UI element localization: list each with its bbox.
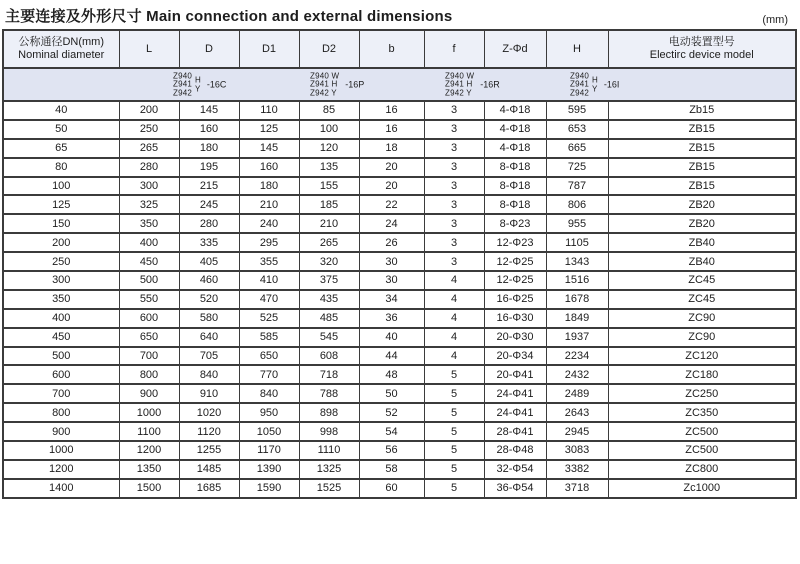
col-header-L: L xyxy=(119,30,179,68)
cell-D: 180 xyxy=(179,139,239,158)
cell-dn: 350 xyxy=(3,290,119,309)
cell-D: 910 xyxy=(179,384,239,403)
cell-f: 5 xyxy=(424,460,484,479)
cell-D1: 240 xyxy=(239,214,299,233)
valve-model-suffix: -16P xyxy=(345,79,365,90)
cell-model: ZC45 xyxy=(608,271,796,290)
valve-model-line: Z940 xyxy=(570,70,590,80)
cell-model: ZC800 xyxy=(608,460,796,479)
cell-zd: 12-Φ25 xyxy=(484,252,546,271)
cell-D: 160 xyxy=(179,120,239,139)
cell-dn: 1200 xyxy=(3,460,119,479)
cell-L: 550 xyxy=(119,290,179,309)
table-row xyxy=(3,384,796,403)
cell-D1: 295 xyxy=(239,233,299,252)
cell-f: 4 xyxy=(424,347,484,366)
cell-D2: 608 xyxy=(299,347,359,366)
cell-D2: 210 xyxy=(299,214,359,233)
table-row xyxy=(3,139,796,158)
cell-D1: 840 xyxy=(239,384,299,403)
cell-D1: 470 xyxy=(239,290,299,309)
valve-model-stack xyxy=(570,72,589,98)
cell-D1: 1170 xyxy=(239,441,299,460)
cell-b: 34 xyxy=(359,290,424,309)
cell-b: 16 xyxy=(359,120,424,139)
col-header-device-model-zh: 电动装置型号 xyxy=(668,36,735,48)
title-bar xyxy=(0,0,800,29)
cell-zd: 28-Φ48 xyxy=(484,441,546,460)
cell-D2: 718 xyxy=(299,365,359,384)
cell-H: 2945 xyxy=(546,422,608,441)
cell-D: 840 xyxy=(179,365,239,384)
cell-D2: 185 xyxy=(299,195,359,214)
cell-L: 1000 xyxy=(119,403,179,422)
table-row xyxy=(3,347,796,366)
cell-D: 280 xyxy=(179,214,239,233)
cell-zd: 8-Φ18 xyxy=(484,158,546,177)
cell-L: 265 xyxy=(119,139,179,158)
cell-f: 3 xyxy=(424,139,484,158)
cell-zd: 36-Φ54 xyxy=(484,479,546,498)
cell-b: 18 xyxy=(359,139,424,158)
cell-D1: 125 xyxy=(239,120,299,139)
table-row xyxy=(3,403,796,422)
cell-D2: 1525 xyxy=(299,479,359,498)
cell-zd: 20-Φ41 xyxy=(484,365,546,384)
cell-D1: 145 xyxy=(239,139,299,158)
cell-D1: 650 xyxy=(239,347,299,366)
cell-H: 1849 xyxy=(546,309,608,328)
cell-D2: 120 xyxy=(299,139,359,158)
cell-H: 955 xyxy=(546,214,608,233)
cell-dn: 200 xyxy=(3,233,119,252)
cell-zd: 8-Φ18 xyxy=(484,195,546,214)
valve-model-suffix: -16R xyxy=(480,79,500,90)
cell-b: 26 xyxy=(359,233,424,252)
valve-model-group-16R xyxy=(445,72,500,98)
cell-L: 280 xyxy=(119,158,179,177)
valve-model-subheader-row xyxy=(3,68,796,101)
cell-D: 1120 xyxy=(179,422,239,441)
cell-D2: 265 xyxy=(299,233,359,252)
valve-model-group-16I xyxy=(570,72,619,98)
cell-dn: 400 xyxy=(3,309,119,328)
cell-D1: 1590 xyxy=(239,479,299,498)
cell-D1: 585 xyxy=(239,328,299,347)
cell-D2: 998 xyxy=(299,422,359,441)
cell-dn: 250 xyxy=(3,252,119,271)
cell-b: 22 xyxy=(359,195,424,214)
cell-H: 1516 xyxy=(546,271,608,290)
cell-L: 900 xyxy=(119,384,179,403)
cell-D: 460 xyxy=(179,271,239,290)
cell-L: 600 xyxy=(119,309,179,328)
cell-dn: 80 xyxy=(3,158,119,177)
cell-model: ZC45 xyxy=(608,290,796,309)
cell-dn: 50 xyxy=(3,120,119,139)
cell-b: 60 xyxy=(359,479,424,498)
cell-D: 1020 xyxy=(179,403,239,422)
cell-D1: 1390 xyxy=(239,460,299,479)
cell-D2: 135 xyxy=(299,158,359,177)
header-row xyxy=(3,30,796,68)
cell-L: 700 xyxy=(119,347,179,366)
cell-f: 3 xyxy=(424,252,484,271)
cell-D: 1485 xyxy=(179,460,239,479)
valve-model-subheader xyxy=(3,68,796,101)
cell-H: 595 xyxy=(546,101,608,120)
cell-model: ZB15 xyxy=(608,177,796,196)
valve-model-stack xyxy=(445,72,474,98)
cell-f: 4 xyxy=(424,290,484,309)
cell-model: ZC350 xyxy=(608,403,796,422)
col-header-b: b xyxy=(359,30,424,68)
cell-dn: 300 xyxy=(3,271,119,290)
cell-L: 200 xyxy=(119,101,179,120)
cell-H: 3718 xyxy=(546,479,608,498)
cell-zd: 12-Φ25 xyxy=(484,271,546,290)
cell-model: ZB20 xyxy=(608,195,796,214)
cell-L: 1500 xyxy=(119,479,179,498)
cell-model: ZC500 xyxy=(608,441,796,460)
cell-zd: 8-Φ23 xyxy=(484,214,546,233)
col-header-D: D xyxy=(179,30,239,68)
valve-model-line: Z941 xyxy=(570,79,590,89)
cell-zd: 24-Φ41 xyxy=(484,403,546,422)
cell-b: 20 xyxy=(359,177,424,196)
valve-model-suffix: -16C xyxy=(206,79,227,90)
cell-b: 54 xyxy=(359,422,424,441)
cell-D2: 155 xyxy=(299,177,359,196)
cell-L: 350 xyxy=(119,214,179,233)
col-header-D1: D1 xyxy=(239,30,299,68)
cell-b: 50 xyxy=(359,384,424,403)
valve-model-line: Z941 H xyxy=(445,79,473,89)
cell-L: 300 xyxy=(119,177,179,196)
cell-H: 3083 xyxy=(546,441,608,460)
cell-dn: 900 xyxy=(3,422,119,441)
cell-zd: 24-Φ41 xyxy=(484,384,546,403)
cell-D: 215 xyxy=(179,177,239,196)
table-row xyxy=(3,365,796,384)
valve-model-line: Z941 H xyxy=(310,79,338,89)
unit-label: (mm) xyxy=(762,14,788,26)
cell-H: 787 xyxy=(546,177,608,196)
cell-zd: 4-Φ18 xyxy=(484,101,546,120)
cell-D1: 525 xyxy=(239,309,299,328)
cell-D: 640 xyxy=(179,328,239,347)
cell-zd: 8-Φ18 xyxy=(484,177,546,196)
col-header-f: f xyxy=(424,30,484,68)
col-header-D2: D2 xyxy=(299,30,359,68)
cell-b: 56 xyxy=(359,441,424,460)
cell-D2: 898 xyxy=(299,403,359,422)
cell-D: 520 xyxy=(179,290,239,309)
cell-D1: 770 xyxy=(239,365,299,384)
cell-f: 5 xyxy=(424,384,484,403)
cell-L: 1200 xyxy=(119,441,179,460)
cell-dn: 450 xyxy=(3,328,119,347)
cell-dn: 150 xyxy=(3,214,119,233)
cell-D2: 435 xyxy=(299,290,359,309)
cell-H: 725 xyxy=(546,158,608,177)
table-row xyxy=(3,214,796,233)
valve-model-line: Z941 xyxy=(173,79,193,89)
cell-b: 44 xyxy=(359,347,424,366)
cell-D1: 180 xyxy=(239,177,299,196)
cell-zd: 32-Φ54 xyxy=(484,460,546,479)
cell-H: 1343 xyxy=(546,252,608,271)
cell-zd: 4-Φ18 xyxy=(484,120,546,139)
cell-D1: 950 xyxy=(239,403,299,422)
table-row xyxy=(3,309,796,328)
cell-model: Zb15 xyxy=(608,101,796,120)
cell-b: 30 xyxy=(359,271,424,290)
table-row xyxy=(3,328,796,347)
table-row xyxy=(3,120,796,139)
cell-b: 36 xyxy=(359,309,424,328)
cell-model: ZB15 xyxy=(608,139,796,158)
cell-D: 705 xyxy=(179,347,239,366)
valve-variant-line: Y xyxy=(592,84,598,94)
cell-model: ZB40 xyxy=(608,252,796,271)
cell-dn: 100 xyxy=(3,177,119,196)
cell-b: 16 xyxy=(359,101,424,120)
cell-model: ZB40 xyxy=(608,233,796,252)
cell-D: 145 xyxy=(179,101,239,120)
cell-f: 5 xyxy=(424,403,484,422)
valve-model-line: Z940 xyxy=(173,70,193,80)
cell-zd: 16-Φ30 xyxy=(484,309,546,328)
cell-L: 1100 xyxy=(119,422,179,441)
valve-model-line: Z940 W xyxy=(445,70,475,80)
cell-H: 665 xyxy=(546,139,608,158)
col-header-H: H xyxy=(546,30,608,68)
cell-model: ZB15 xyxy=(608,158,796,177)
cell-L: 800 xyxy=(119,365,179,384)
cell-D2: 320 xyxy=(299,252,359,271)
cell-model: ZC90 xyxy=(608,309,796,328)
table-row xyxy=(3,422,796,441)
cell-H: 2643 xyxy=(546,403,608,422)
cell-dn: 1400 xyxy=(3,479,119,498)
cell-f: 3 xyxy=(424,177,484,196)
col-header-nominal-diameter-en: Nominal diameter xyxy=(18,49,105,61)
cell-dn: 40 xyxy=(3,101,119,120)
cell-D1: 110 xyxy=(239,101,299,120)
cell-b: 40 xyxy=(359,328,424,347)
cell-model: ZC180 xyxy=(608,365,796,384)
valve-variant-line: Y xyxy=(195,84,201,94)
cell-D2: 100 xyxy=(299,120,359,139)
table-row xyxy=(3,479,796,498)
cell-zd: 16-Φ25 xyxy=(484,290,546,309)
cell-dn: 65 xyxy=(3,139,119,158)
cell-D: 1255 xyxy=(179,441,239,460)
cell-D1: 210 xyxy=(239,195,299,214)
cell-dn: 600 xyxy=(3,365,119,384)
cell-f: 5 xyxy=(424,441,484,460)
cell-b: 30 xyxy=(359,252,424,271)
cell-model: ZC250 xyxy=(608,384,796,403)
cell-H: 1678 xyxy=(546,290,608,309)
valve-model-line: Z942 Y xyxy=(310,87,337,97)
table-row xyxy=(3,158,796,177)
cell-dn: 1000 xyxy=(3,441,119,460)
cell-D: 245 xyxy=(179,195,239,214)
cell-f: 4 xyxy=(424,271,484,290)
cell-H: 1105 xyxy=(546,233,608,252)
valve-model-suffix: -16I xyxy=(603,79,620,90)
valve-model-line: Z940 W xyxy=(310,70,340,80)
cell-H: 2234 xyxy=(546,347,608,366)
valve-model-line: Z942 xyxy=(173,87,193,97)
cell-model: ZB15 xyxy=(608,120,796,139)
table-row xyxy=(3,441,796,460)
cell-f: 3 xyxy=(424,214,484,233)
col-header-nominal-diameter-zh: 公称通径DN(mm) xyxy=(18,36,105,48)
table-row xyxy=(3,195,796,214)
valve-model-stack xyxy=(173,72,192,98)
cell-zd: 4-Φ18 xyxy=(484,139,546,158)
cell-zd: 20-Φ30 xyxy=(484,328,546,347)
cell-L: 250 xyxy=(119,120,179,139)
table-body xyxy=(3,101,796,498)
cell-D: 405 xyxy=(179,252,239,271)
cell-zd: 28-Φ41 xyxy=(484,422,546,441)
valve-variant-stack xyxy=(592,76,598,94)
valve-model-group-16P xyxy=(310,72,364,98)
cell-f: 5 xyxy=(424,479,484,498)
valve-model-stack xyxy=(310,72,339,98)
cell-b: 58 xyxy=(359,460,424,479)
cell-f: 3 xyxy=(424,158,484,177)
cell-b: 52 xyxy=(359,403,424,422)
cell-D2: 788 xyxy=(299,384,359,403)
cell-D: 1685 xyxy=(179,479,239,498)
table-row xyxy=(3,271,796,290)
cell-dn: 700 xyxy=(3,384,119,403)
cell-model: ZB20 xyxy=(608,214,796,233)
cell-H: 806 xyxy=(546,195,608,214)
cell-f: 3 xyxy=(424,195,484,214)
cell-D1: 355 xyxy=(239,252,299,271)
page-title: 主要连接及外形尺寸 Main connection and external dimensions xyxy=(5,8,453,25)
cell-zd: 12-Φ23 xyxy=(484,233,546,252)
cell-D1: 1050 xyxy=(239,422,299,441)
cell-D1: 410 xyxy=(239,271,299,290)
cell-D2: 485 xyxy=(299,309,359,328)
cell-dn: 500 xyxy=(3,347,119,366)
col-header-z-phi-d: Z-Φd xyxy=(484,30,546,68)
cell-f: 5 xyxy=(424,365,484,384)
cell-f: 3 xyxy=(424,101,484,120)
cell-D2: 375 xyxy=(299,271,359,290)
cell-H: 3382 xyxy=(546,460,608,479)
table-row xyxy=(3,460,796,479)
cell-H: 1937 xyxy=(546,328,608,347)
table-row xyxy=(3,101,796,120)
cell-H: 653 xyxy=(546,120,608,139)
table-row xyxy=(3,252,796,271)
table-row xyxy=(3,290,796,309)
cell-D2: 85 xyxy=(299,101,359,120)
valve-variant-line: H xyxy=(592,75,598,85)
col-header-device-model xyxy=(608,30,796,68)
cell-D: 195 xyxy=(179,158,239,177)
valve-model-group-16C xyxy=(173,72,226,98)
cell-f: 5 xyxy=(424,422,484,441)
cell-H: 2489 xyxy=(546,384,608,403)
cell-dn: 125 xyxy=(3,195,119,214)
valve-model-line: Z942 Y xyxy=(445,87,472,97)
dimensions-table xyxy=(2,29,797,499)
cell-L: 650 xyxy=(119,328,179,347)
cell-D2: 1110 xyxy=(299,441,359,460)
valve-variant-line: H xyxy=(195,75,201,85)
cell-f: 4 xyxy=(424,328,484,347)
col-header-device-model-en: Electirc device model xyxy=(649,49,754,61)
valve-variant-stack xyxy=(195,76,201,94)
cell-zd: 20-Φ34 xyxy=(484,347,546,366)
cell-dn: 800 xyxy=(3,403,119,422)
cell-L: 325 xyxy=(119,195,179,214)
cell-D: 335 xyxy=(179,233,239,252)
valve-model-line: Z942 xyxy=(570,87,590,97)
cell-f: 3 xyxy=(424,120,484,139)
cell-L: 500 xyxy=(119,271,179,290)
cell-b: 20 xyxy=(359,158,424,177)
cell-model: ZC500 xyxy=(608,422,796,441)
cell-model: Zc1000 xyxy=(608,479,796,498)
table-row xyxy=(3,177,796,196)
cell-model: ZC120 xyxy=(608,347,796,366)
cell-f: 4 xyxy=(424,309,484,328)
cell-H: 2432 xyxy=(546,365,608,384)
cell-b: 24 xyxy=(359,214,424,233)
cell-model: ZC90 xyxy=(608,328,796,347)
cell-f: 3 xyxy=(424,233,484,252)
cell-L: 400 xyxy=(119,233,179,252)
table-row xyxy=(3,233,796,252)
cell-L: 450 xyxy=(119,252,179,271)
cell-D2: 1325 xyxy=(299,460,359,479)
cell-b: 48 xyxy=(359,365,424,384)
cell-D1: 160 xyxy=(239,158,299,177)
col-header-nominal-diameter xyxy=(3,30,119,68)
cell-D: 580 xyxy=(179,309,239,328)
cell-L: 1350 xyxy=(119,460,179,479)
cell-D2: 545 xyxy=(299,328,359,347)
